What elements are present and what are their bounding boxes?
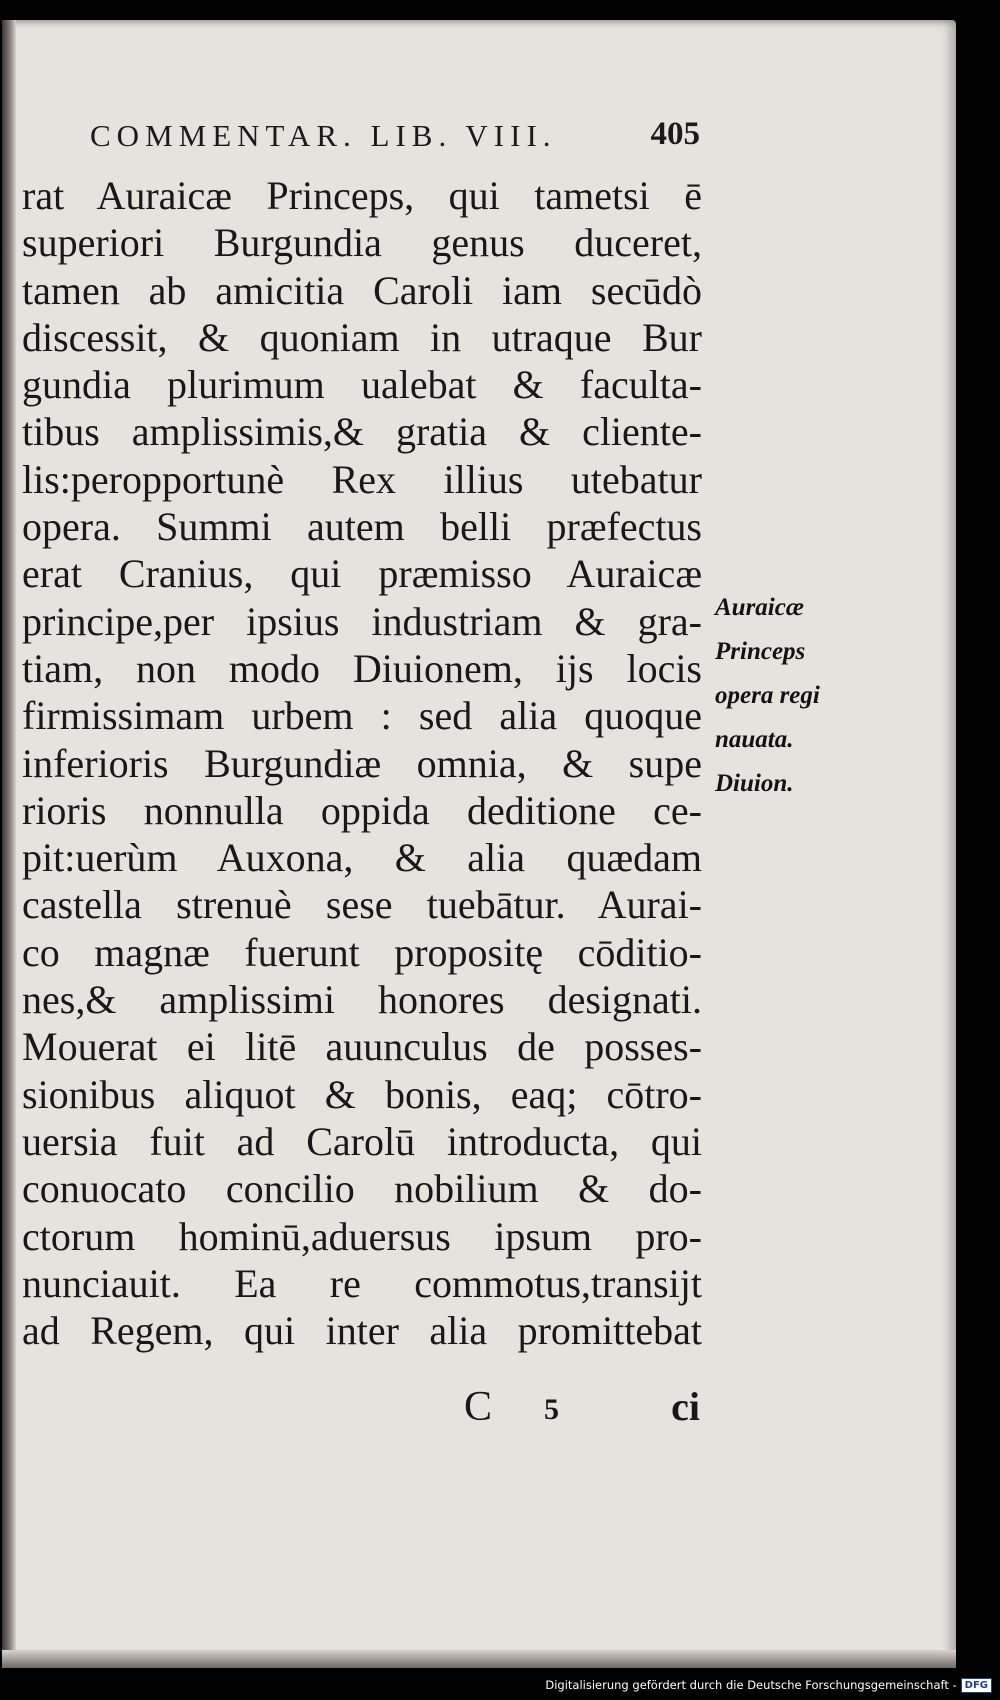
- text-line: pit:uerùm Auxona, & alia quædam: [22, 835, 702, 881]
- text-line: tiam, non modo Diuionem, ijs locis: [22, 645, 702, 691]
- page-number: 405: [650, 116, 700, 152]
- text-line: erat Cranius, qui præmisso Auraicæ: [22, 551, 702, 597]
- text-line: nunciauit. Ea re commotus,transijt: [22, 1260, 702, 1306]
- text-line: sionibus aliquot & bonis, eaq; cōtro-: [22, 1071, 702, 1117]
- text-line: nes,& amplissimi honores designati.: [22, 977, 702, 1023]
- text-line: lis:peropportunè Rex illius utebatur: [22, 456, 702, 502]
- marginal-note-line: Diuion.: [715, 770, 794, 797]
- marginal-note-line: opera regi: [715, 682, 820, 709]
- page-header: [90, 118, 700, 164]
- body-text: [22, 172, 702, 1354]
- running-head: COMMENTAR. LIB. VIII.: [90, 118, 557, 153]
- text-line: gundia plurimum ualebat & faculta-: [22, 362, 702, 408]
- catchline: [464, 1383, 700, 1433]
- text-line: discessit, & quoniam in utraque Bur: [22, 314, 702, 360]
- text-line: firmissimam urbem : sed alia quoque: [22, 693, 702, 739]
- text-line: uersia fuit ad Carolū introducta, qui: [22, 1118, 702, 1164]
- dfg-logo-icon: DFG: [961, 1678, 992, 1693]
- text-line: superiori Burgundia genus duceret,: [22, 220, 702, 266]
- funding-credit: Digitalisierung gefördert durch die Deutsche Forschungsgemeinschaft -: [545, 1678, 957, 1692]
- text-line: Mouerat ei litē auunculus de posses-: [22, 1024, 702, 1070]
- marginal-note-line: Princeps: [715, 638, 806, 665]
- digitization-footer: [545, 1674, 992, 1696]
- text-line: rioris nonnulla oppida deditione ce-: [22, 787, 702, 833]
- text-line: tamen ab amicitia Caroli iam secūdò: [22, 267, 702, 313]
- text-line: rat Auraicæ Princeps, qui tametsi ē: [22, 173, 702, 218]
- signature-mark: C: [464, 1384, 493, 1430]
- text-line: ad Regem, qui inter alia promittebat: [22, 1308, 702, 1354]
- text-line: castella strenuè sese tuebātur. Aurai-: [22, 882, 702, 928]
- signature-number: 5: [544, 1393, 559, 1426]
- marginal-note-line: nauata.: [715, 726, 794, 753]
- text-line: ctorum hominū,aduersus ipsum pro-: [22, 1213, 702, 1259]
- text-line: opera. Summi autem belli præfectus: [22, 504, 702, 550]
- text-line: co magnæ fuerunt propositę cōditio-: [22, 929, 702, 975]
- text-line: principe,per ipsius industriam & gra-: [22, 598, 702, 644]
- page-bottom-edge: [2, 1650, 956, 1668]
- text-line: inferioris Burgundiæ omnia, & supe: [22, 740, 702, 786]
- text-line: conuocato concilio nobilium & do-: [22, 1166, 702, 1212]
- text-line: tibus amplissimis,& gratia & cliente-: [22, 409, 702, 455]
- book-page: [2, 20, 956, 1668]
- marginal-note-line: Auraicæ: [715, 594, 804, 621]
- catchword: ci: [671, 1384, 700, 1429]
- marginal-note: [715, 586, 875, 806]
- page-spine-shadow: [2, 20, 16, 1668]
